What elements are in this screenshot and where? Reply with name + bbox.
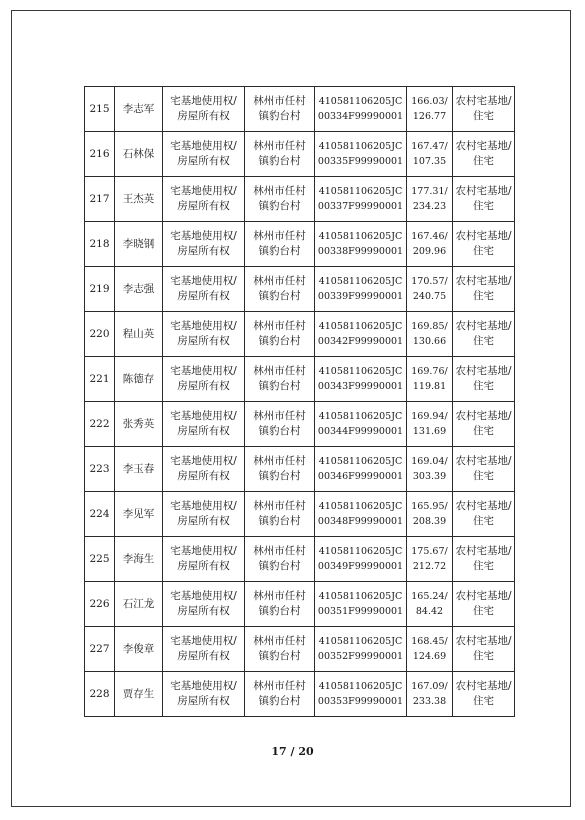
cell-right-type-line: 宅基地使用权/: [170, 365, 237, 377]
cell-area: [407, 132, 453, 177]
cell-usage-line: 住宅: [473, 335, 494, 347]
table-row: [85, 672, 515, 717]
cell-number: 218: [85, 222, 115, 267]
table-row: [85, 222, 515, 267]
cell-unit-code-line: 00342F99990001: [317, 336, 404, 347]
cell-location-line: 林州市任村: [253, 680, 306, 692]
cell-unit-code-line: 410581106205JC: [318, 636, 403, 647]
cell-number: 217: [85, 177, 115, 222]
cell-location-line: 镇豹台村: [258, 470, 301, 482]
cell-location-line: 镇豹台村: [258, 560, 301, 572]
cell-area-line: 165.95/: [411, 501, 448, 512]
cell-area-line: 234.23: [412, 201, 447, 212]
registry-table-body: [85, 87, 515, 717]
cell-usage: [453, 402, 515, 447]
cell-usage: [453, 582, 515, 627]
cell-right-type-line: 宅基地使用权/: [170, 185, 237, 197]
cell-area: [407, 582, 453, 627]
cell-unit-code-line: 00335F99990001: [317, 156, 404, 167]
cell-location: [245, 357, 315, 402]
table-row: [85, 267, 515, 312]
cell-unit-code: [315, 132, 407, 177]
cell-owner-name: 李俊章: [115, 627, 163, 672]
cell-usage-line: 住宅: [473, 515, 494, 527]
cell-area-line: 177.31/: [411, 186, 448, 197]
table-row: [85, 447, 515, 492]
cell-owner-name: 石林保: [115, 132, 163, 177]
cell-right-type: [163, 627, 245, 672]
cell-area-line: 169.76/: [411, 366, 448, 377]
cell-area: [407, 492, 453, 537]
cell-right-type: [163, 312, 245, 357]
table-row: [85, 492, 515, 537]
cell-right-type-line: 宅基地使用权/: [170, 95, 237, 107]
cell-area-line: 166.03/: [411, 96, 448, 107]
cell-area-line: 84.42: [415, 606, 444, 617]
cell-usage: [453, 267, 515, 312]
cell-usage: [453, 672, 515, 717]
cell-right-type-line: 房屋所有权: [177, 515, 230, 527]
cell-unit-code-line: 00337F99990001: [317, 201, 404, 212]
cell-unit-code-line: 00343F99990001: [317, 381, 404, 392]
cell-area-line: 209.96: [412, 246, 447, 257]
cell-right-type-line: 房屋所有权: [177, 290, 230, 302]
cell-right-type: [163, 222, 245, 267]
cell-right-type-line: 房屋所有权: [177, 155, 230, 167]
cell-unit-code-line: 00334F99990001: [317, 111, 404, 122]
cell-unit-code: [315, 177, 407, 222]
cell-right-type: [163, 582, 245, 627]
cell-right-type: [163, 177, 245, 222]
cell-area-line: 167.46/: [411, 231, 448, 242]
cell-number: 221: [85, 357, 115, 402]
cell-area: [407, 177, 453, 222]
cell-location: [245, 267, 315, 312]
cell-usage-line: 农村宅基地/: [455, 275, 512, 287]
cell-owner-name: 王杰英: [115, 177, 163, 222]
cell-location: [245, 627, 315, 672]
cell-unit-code-line: 410581106205JC: [318, 276, 403, 287]
cell-area: [407, 357, 453, 402]
cell-number: 225: [85, 537, 115, 582]
cell-owner-name: 李海生: [115, 537, 163, 582]
cell-unit-code-line: 00338F99990001: [317, 246, 404, 257]
cell-unit-code-line: 410581106205JC: [318, 681, 403, 692]
cell-location-line: 镇豹台村: [258, 155, 301, 167]
cell-usage-line: 农村宅基地/: [455, 140, 512, 152]
cell-usage-line: 住宅: [473, 695, 494, 707]
cell-unit-code-line: 410581106205JC: [318, 366, 403, 377]
cell-right-type-line: 宅基地使用权/: [170, 500, 237, 512]
cell-right-type-line: 宅基地使用权/: [170, 635, 237, 647]
cell-owner-name: 李见军: [115, 492, 163, 537]
cell-area-line: 169.85/: [411, 321, 448, 332]
cell-location-line: 镇豹台村: [258, 290, 301, 302]
cell-area: [407, 537, 453, 582]
cell-number: 220: [85, 312, 115, 357]
cell-usage-line: 农村宅基地/: [455, 635, 512, 647]
cell-location-line: 林州市任村: [253, 545, 306, 557]
cell-area-line: 167.09/: [411, 681, 448, 692]
cell-right-type-line: 房屋所有权: [177, 200, 230, 212]
cell-number: 228: [85, 672, 115, 717]
cell-unit-code-line: 00339F99990001: [317, 291, 404, 302]
cell-usage-line: 住宅: [473, 425, 494, 437]
cell-usage-line: 住宅: [473, 650, 494, 662]
cell-location-line: 林州市任村: [253, 230, 306, 242]
cell-location: [245, 312, 315, 357]
cell-unit-code-line: 00351F99990001: [317, 606, 404, 617]
cell-area-line: 303.39: [412, 471, 447, 482]
cell-usage-line: 住宅: [473, 245, 494, 257]
cell-unit-code: [315, 402, 407, 447]
cell-number: 222: [85, 402, 115, 447]
cell-area: [407, 87, 453, 132]
cell-unit-code-line: 410581106205JC: [318, 501, 403, 512]
cell-location: [245, 177, 315, 222]
cell-area-line: 167.47/: [411, 141, 448, 152]
page-number: 17 / 20: [271, 745, 314, 758]
cell-location: [245, 222, 315, 267]
cell-unit-code: [315, 312, 407, 357]
cell-area: [407, 402, 453, 447]
cell-location: [245, 582, 315, 627]
cell-area-line: 208.39: [412, 516, 447, 527]
cell-area: [407, 222, 453, 267]
cell-unit-code-line: 00353F99990001: [317, 696, 404, 707]
cell-usage-line: 农村宅基地/: [455, 230, 512, 242]
cell-unit-code-line: 410581106205JC: [318, 231, 403, 242]
cell-area-line: 212.72: [412, 561, 447, 572]
cell-usage-line: 农村宅基地/: [455, 545, 512, 557]
cell-location-line: 林州市任村: [253, 95, 306, 107]
cell-right-type-line: 房屋所有权: [177, 695, 230, 707]
cell-unit-code: [315, 447, 407, 492]
cell-unit-code-line: 410581106205JC: [318, 411, 403, 422]
cell-unit-code: [315, 672, 407, 717]
cell-area: [407, 312, 453, 357]
table-row: [85, 402, 515, 447]
cell-location: [245, 402, 315, 447]
cell-area-line: 130.66: [412, 336, 447, 347]
cell-area: [407, 672, 453, 717]
cell-usage: [453, 627, 515, 672]
cell-owner-name: 张秀英: [115, 402, 163, 447]
cell-right-type-line: 宅基地使用权/: [170, 680, 237, 692]
cell-area: [407, 267, 453, 312]
cell-area-line: 165.24/: [411, 591, 448, 602]
cell-unit-code-line: 410581106205JC: [318, 96, 403, 107]
cell-location-line: 林州市任村: [253, 185, 306, 197]
table-row: [85, 582, 515, 627]
cell-area: [407, 447, 453, 492]
cell-number: 215: [85, 87, 115, 132]
cell-right-type: [163, 672, 245, 717]
table-row: [85, 537, 515, 582]
cell-location-line: 林州市任村: [253, 635, 306, 647]
cell-location-line: 林州市任村: [253, 320, 306, 332]
cell-right-type: [163, 492, 245, 537]
cell-right-type-line: 房屋所有权: [177, 470, 230, 482]
cell-usage: [453, 357, 515, 402]
table-row: [85, 357, 515, 402]
cell-usage-line: 住宅: [473, 605, 494, 617]
cell-location: [245, 537, 315, 582]
cell-owner-name: 李志强: [115, 267, 163, 312]
cell-number: 219: [85, 267, 115, 312]
cell-location: [245, 672, 315, 717]
cell-unit-code: [315, 537, 407, 582]
cell-usage-line: 农村宅基地/: [455, 185, 512, 197]
cell-location-line: 镇豹台村: [258, 515, 301, 527]
cell-right-type-line: 宅基地使用权/: [170, 140, 237, 152]
cell-owner-name: 程山英: [115, 312, 163, 357]
cell-unit-code: [315, 357, 407, 402]
cell-usage-line: 农村宅基地/: [455, 95, 512, 107]
cell-unit-code: [315, 87, 407, 132]
cell-unit-code: [315, 267, 407, 312]
cell-location-line: 林州市任村: [253, 140, 306, 152]
cell-usage-line: 住宅: [473, 470, 494, 482]
cell-unit-code: [315, 492, 407, 537]
cell-owner-name: 陈德存: [115, 357, 163, 402]
cell-usage-line: 农村宅基地/: [455, 680, 512, 692]
cell-right-type-line: 房屋所有权: [177, 110, 230, 122]
cell-usage-line: 农村宅基地/: [455, 365, 512, 377]
cell-location: [245, 87, 315, 132]
cell-right-type: [163, 402, 245, 447]
cell-unit-code-line: 00349F99990001: [317, 561, 404, 572]
cell-number: 226: [85, 582, 115, 627]
cell-location-line: 镇豹台村: [258, 380, 301, 392]
cell-area-line: 170.57/: [411, 276, 448, 287]
cell-unit-code-line: 410581106205JC: [318, 141, 403, 152]
cell-right-type-line: 宅基地使用权/: [170, 275, 237, 287]
cell-unit-code-line: 00352F99990001: [317, 651, 404, 662]
cell-usage-line: 住宅: [473, 290, 494, 302]
cell-usage: [453, 177, 515, 222]
cell-usage-line: 住宅: [473, 155, 494, 167]
registry-table: [84, 86, 515, 717]
cell-usage: [453, 222, 515, 267]
cell-right-type-line: 房屋所有权: [177, 245, 230, 257]
cell-usage-line: 农村宅基地/: [455, 500, 512, 512]
cell-area: [407, 627, 453, 672]
cell-location-line: 镇豹台村: [258, 650, 301, 662]
cell-right-type-line: 宅基地使用权/: [170, 230, 237, 242]
cell-usage-line: 农村宅基地/: [455, 410, 512, 422]
cell-right-type: [163, 87, 245, 132]
cell-location: [245, 132, 315, 177]
cell-area-line: 107.35: [412, 156, 447, 167]
cell-usage: [453, 87, 515, 132]
cell-right-type-line: 房屋所有权: [177, 650, 230, 662]
cell-right-type-line: 宅基地使用权/: [170, 545, 237, 557]
cell-usage: [453, 132, 515, 177]
table-row: [85, 87, 515, 132]
cell-right-type-line: 宅基地使用权/: [170, 320, 237, 332]
cell-usage-line: 住宅: [473, 200, 494, 212]
cell-right-type: [163, 357, 245, 402]
cell-location-line: 林州市任村: [253, 365, 306, 377]
cell-owner-name: 李玉春: [115, 447, 163, 492]
cell-owner-name: 李志军: [115, 87, 163, 132]
cell-right-type-line: 房屋所有权: [177, 605, 230, 617]
cell-right-type: [163, 267, 245, 312]
cell-location-line: 镇豹台村: [258, 695, 301, 707]
cell-right-type: [163, 132, 245, 177]
table-row: [85, 312, 515, 357]
cell-usage: [453, 537, 515, 582]
cell-number: 216: [85, 132, 115, 177]
cell-usage-line: 住宅: [473, 380, 494, 392]
cell-location-line: 镇豹台村: [258, 425, 301, 437]
cell-unit-code: [315, 222, 407, 267]
cell-area-line: 175.67/: [411, 546, 448, 557]
cell-unit-code-line: 410581106205JC: [318, 321, 403, 332]
cell-area-line: 233.38: [412, 696, 447, 707]
cell-usage-line: 住宅: [473, 560, 494, 572]
cell-number: 223: [85, 447, 115, 492]
table-row: [85, 627, 515, 672]
cell-unit-code-line: 410581106205JC: [318, 186, 403, 197]
cell-unit-code-line: 00346F99990001: [317, 471, 404, 482]
cell-unit-code-line: 410581106205JC: [318, 591, 403, 602]
cell-area-line: 169.94/: [411, 411, 448, 422]
table-row: [85, 132, 515, 177]
cell-unit-code-line: 00348F99990001: [317, 516, 404, 527]
cell-location: [245, 492, 315, 537]
cell-number: 224: [85, 492, 115, 537]
cell-owner-name: 石江龙: [115, 582, 163, 627]
cell-area-line: 131.69: [412, 426, 447, 437]
cell-location-line: 林州市任村: [253, 455, 306, 467]
cell-right-type-line: 房屋所有权: [177, 380, 230, 392]
cell-owner-name: 李晓钢: [115, 222, 163, 267]
cell-location-line: 林州市任村: [253, 590, 306, 602]
table-row: [85, 177, 515, 222]
cell-location: [245, 447, 315, 492]
cell-right-type-line: 宅基地使用权/: [170, 455, 237, 467]
cell-area-line: 126.77: [412, 111, 447, 122]
cell-unit-code: [315, 582, 407, 627]
cell-area-line: 169.04/: [411, 456, 448, 467]
cell-location-line: 林州市任村: [253, 275, 306, 287]
cell-usage: [453, 312, 515, 357]
cell-location-line: 镇豹台村: [258, 605, 301, 617]
cell-owner-name: 贾存生: [115, 672, 163, 717]
cell-usage-line: 农村宅基地/: [455, 455, 512, 467]
cell-unit-code-line: 410581106205JC: [318, 456, 403, 467]
cell-unit-code-line: 410581106205JC: [318, 546, 403, 557]
cell-location-line: 林州市任村: [253, 500, 306, 512]
cell-unit-code: [315, 627, 407, 672]
cell-location-line: 林州市任村: [253, 410, 306, 422]
cell-area-line: 168.45/: [411, 636, 448, 647]
cell-number: 227: [85, 627, 115, 672]
cell-unit-code-line: 00344F99990001: [317, 426, 404, 437]
cell-area-line: 119.81: [412, 381, 447, 392]
cell-right-type-line: 宅基地使用权/: [170, 590, 237, 602]
cell-usage: [453, 492, 515, 537]
cell-right-type-line: 房屋所有权: [177, 425, 230, 437]
cell-right-type-line: 房屋所有权: [177, 560, 230, 572]
cell-right-type-line: 宅基地使用权/: [170, 410, 237, 422]
cell-right-type-line: 房屋所有权: [177, 335, 230, 347]
cell-location-line: 镇豹台村: [258, 110, 301, 122]
cell-area-line: 240.75: [412, 291, 447, 302]
cell-location-line: 镇豹台村: [258, 200, 301, 212]
cell-usage: [453, 447, 515, 492]
cell-right-type: [163, 447, 245, 492]
cell-usage-line: 住宅: [473, 110, 494, 122]
cell-location-line: 镇豹台村: [258, 245, 301, 257]
cell-location-line: 镇豹台村: [258, 335, 301, 347]
cell-usage-line: 农村宅基地/: [455, 590, 512, 602]
cell-area-line: 124.69: [412, 651, 447, 662]
cell-usage-line: 农村宅基地/: [455, 320, 512, 332]
cell-right-type: [163, 537, 245, 582]
